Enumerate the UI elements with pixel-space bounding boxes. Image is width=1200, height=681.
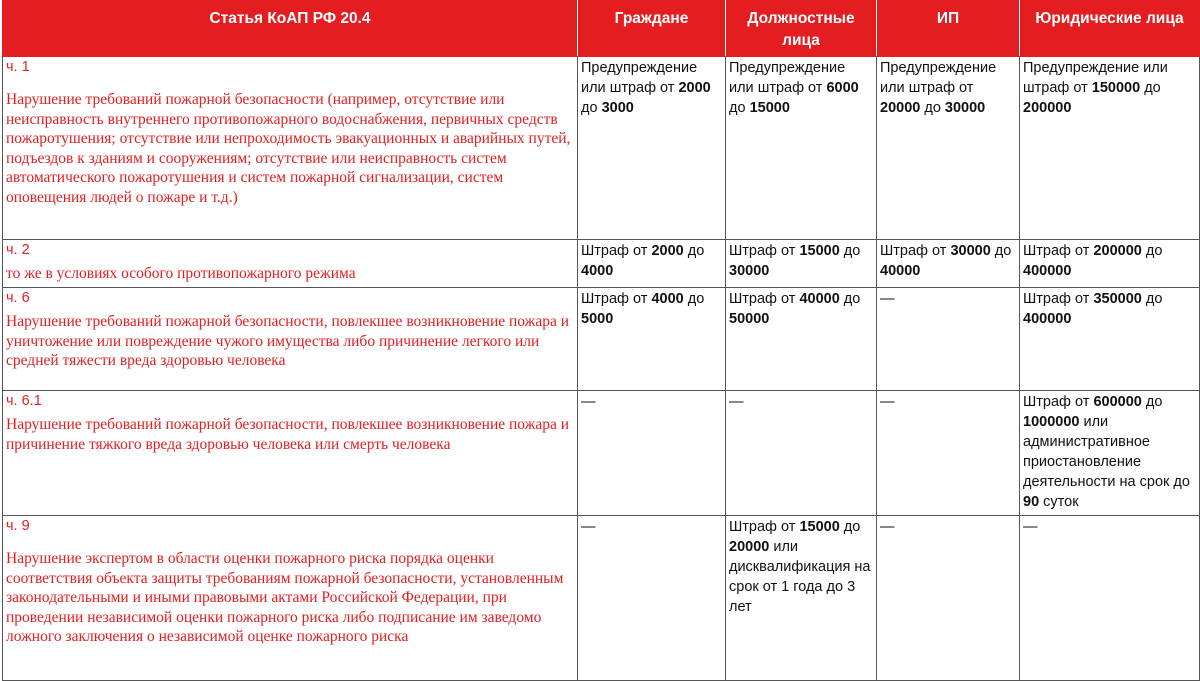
table-row [3, 391, 1200, 516]
legal-entities-cell: Предупреждение или штраф от 150000 до 200000 [1020, 57, 1200, 240]
article-description: Нарушение требований пожарной безопасности, повлекшее возникновение пожара и уничтожение или повреждение чужого имущества либо причинение легкого или средней тяжести вреда здоровью человека [6, 313, 570, 369]
legal-entities-cell: — [1020, 516, 1200, 681]
header-entrepreneurs: ИП [877, 1, 1020, 57]
citizens-cell: — [578, 516, 726, 681]
article-part: ч. 9 [6, 518, 30, 534]
article-description: то же в условиях особого противопожарного режима [6, 265, 356, 282]
article-description: Нарушение требований пожарной безопасности, повлекшее возникновение пожара и причинение тяжкого вреда здоровью человека или смерть человека [6, 416, 570, 453]
article-part: ч. 6.1 [6, 393, 42, 409]
fines-table [2, 0, 1200, 681]
article-description: Нарушение требований пожарной безопасности (например, отсутствие или неисправность внутреннего противопожарного водоснабжения, первичных средств пожаротушения; отсутствие или непроходимость эвакуационных и аварийных путей, подъездов к зданиям и сооружениям; отсутствие или неисправность систем автоматического пожаротушения и систем пожарной сигнализации, систем оповещения людей о пожаре и т.д.) [6, 91, 571, 206]
officials-cell: — [726, 391, 877, 516]
article-cell [3, 288, 578, 391]
citizens-cell: Штраф от 2000 до 4000 [578, 240, 726, 288]
article-part: ч. 6 [6, 290, 30, 306]
table-row [3, 288, 1200, 391]
officials-cell: Штраф от 15000 до 20000 или дисквалификация на срок от 1 года до 3 лет [726, 516, 877, 681]
article-cell [3, 391, 578, 516]
citizens-cell: Предупреждение или штраф от 2000 до 3000 [578, 57, 726, 240]
header-row [3, 1, 1200, 57]
article-cell [3, 57, 578, 240]
entrepreneurs-cell: — [877, 516, 1020, 681]
article-cell [3, 516, 578, 681]
table-row [3, 240, 1200, 288]
article-part: ч. 2 [6, 242, 30, 258]
article-cell [3, 240, 578, 288]
header-citizens: Граждане [578, 1, 726, 57]
entrepreneurs-cell: — [877, 391, 1020, 516]
citizens-cell: Штраф от 4000 до 5000 [578, 288, 726, 391]
legal-entities-cell: Штраф от 350000 до 400000 [1020, 288, 1200, 391]
entrepreneurs-cell: Предупреждение или штраф от 20000 до 30000 [877, 57, 1020, 240]
header-officials: Должностные лица [726, 1, 877, 57]
table-row [3, 57, 1200, 240]
header-legal-entities: Юридические лица [1020, 1, 1200, 57]
legal-entities-cell: Штраф от 600000 до 1000000 или административное приостановление деятельности на срок до 90 суток [1020, 391, 1200, 516]
article-description: Нарушение экспертом в области оценки пожарного риска порядка оценки соответствия объекта защиты требованиям пожарной безопасности, установленным законодательными и иными правовыми актами Российской Федерации, при проведении независимой оценки пожарного риска либо подписание им заведомо ложного заключения о независимой оценке пожарного риска [6, 550, 564, 645]
entrepreneurs-cell: Штраф от 30000 до 40000 [877, 240, 1020, 288]
legal-entities-cell: Штраф от 200000 до 400000 [1020, 240, 1200, 288]
article-part: ч. 1 [6, 59, 30, 75]
citizens-cell: — [578, 391, 726, 516]
table-row [3, 516, 1200, 681]
header-article: Статья КоАП РФ 20.4 [3, 1, 578, 57]
officials-cell: Штраф от 40000 до 50000 [726, 288, 877, 391]
officials-cell: Штраф от 15000 до 30000 [726, 240, 877, 288]
officials-cell: Предупреждение или штраф от 6000 до 15000 [726, 57, 877, 240]
entrepreneurs-cell: — [877, 288, 1020, 391]
